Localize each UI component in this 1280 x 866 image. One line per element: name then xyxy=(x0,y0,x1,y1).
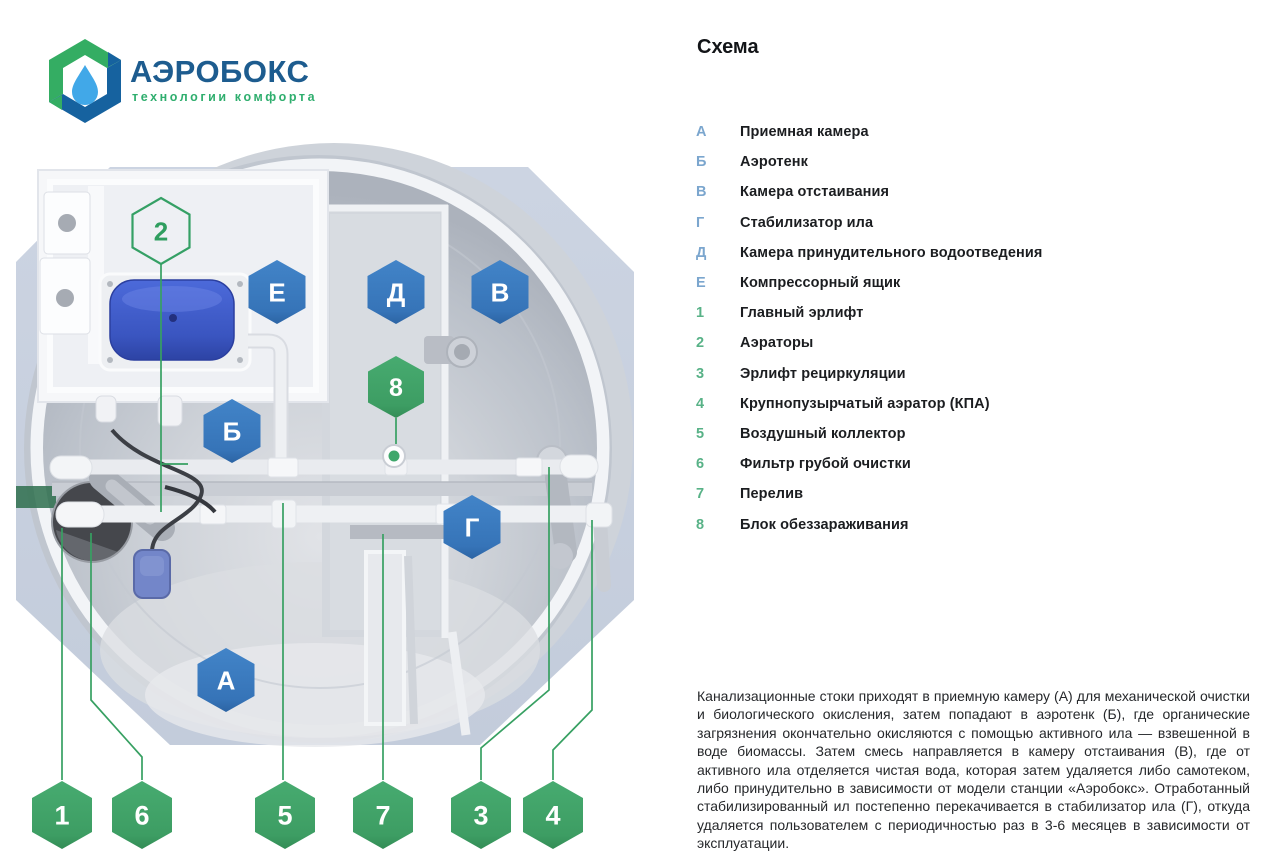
legend-label: Аэраторы xyxy=(740,335,814,352)
legend-marker: Е xyxy=(696,275,706,292)
legend-row xyxy=(696,268,1256,298)
legend-marker: В xyxy=(696,184,707,201)
legend-row xyxy=(696,479,1256,509)
logo-title: АЭРОБОКС xyxy=(130,54,310,89)
legend-label: Эрлифт рециркуляции xyxy=(740,365,906,382)
badge-3 xyxy=(451,781,511,849)
legend-row xyxy=(696,328,1256,358)
legend-row xyxy=(696,509,1256,539)
legend-row xyxy=(696,389,1256,419)
schema-heading: Схема xyxy=(697,36,759,58)
legend-marker: 5 xyxy=(696,425,705,442)
compressor-unit xyxy=(100,274,250,370)
legend-label: Главный эрлифт xyxy=(740,305,864,322)
svg-text:8: 8 xyxy=(389,374,403,402)
legend-label: Аэротенк xyxy=(740,154,808,171)
svg-text:В: В xyxy=(490,277,510,308)
legend-marker: 1 xyxy=(696,305,705,322)
legend-marker: Г xyxy=(696,214,705,231)
legend-label: Воздушный коллектор xyxy=(740,425,906,442)
logo-tagline: технологии комфорта xyxy=(132,90,318,104)
legend-row xyxy=(696,298,1256,328)
legend-row xyxy=(696,147,1256,177)
legend-row xyxy=(696,419,1256,449)
badge-4 xyxy=(523,781,583,849)
svg-text:Д: Д xyxy=(386,277,406,308)
svg-text:Б: Б xyxy=(222,416,242,447)
legend-row xyxy=(696,449,1256,479)
legend-label: Камера отстаивания xyxy=(740,184,890,201)
legend-marker: А xyxy=(696,124,707,141)
legend-label: Перелив xyxy=(740,486,804,503)
legend-label: Приемная камера xyxy=(740,124,869,141)
legend-label: Камера принудительного водоотведения xyxy=(740,244,1043,261)
disinfection-unit xyxy=(383,445,405,467)
badge-7 xyxy=(353,781,413,849)
svg-text:1: 1 xyxy=(54,800,70,831)
legend-row xyxy=(696,208,1256,238)
legend-marker: 8 xyxy=(696,516,705,533)
svg-text:Е: Е xyxy=(268,277,286,308)
legend-row xyxy=(696,238,1256,268)
badge-6 xyxy=(112,781,172,849)
svg-text:3: 3 xyxy=(473,800,489,831)
description-paragraph: Канализационные стоки приходят в приемную камеру (А) для механической очистки и биологического окисления, затем попадают в аэротенк (Б), где органические загрязнения окончательно окисляются с помощью активного ила — взвешенной в воде биомассы. Затем смесь направляется в камеру отстаивания (В), где от активного ила отделяется чистая вода, которая затем удаляется либо самотеком, либо принудительно в зависимости от модели станции «Аэробокс». Отработанный стабилизированный ил постепенно перекачивается в стабилизатор ила (Г), откуда удаляется пользователем с периодичностью раз в 3-6 месяцев в зависимости от эксплуатации. xyxy=(697,688,1250,852)
legend-marker: Б xyxy=(696,154,707,171)
svg-text:7: 7 xyxy=(375,800,391,831)
svg-text:Г: Г xyxy=(464,512,480,543)
legend-row xyxy=(696,177,1256,207)
badge-5 xyxy=(255,781,315,849)
svg-text:6: 6 xyxy=(134,800,150,831)
legend-row xyxy=(696,117,1256,147)
legend-marker: 2 xyxy=(696,335,705,352)
legend-marker: Д xyxy=(696,244,707,261)
svg-text:5: 5 xyxy=(277,800,293,831)
svg-text:2: 2 xyxy=(153,216,169,247)
legend-marker: 4 xyxy=(696,395,705,412)
svg-text:4: 4 xyxy=(545,800,561,831)
legend-marker: 6 xyxy=(696,456,705,473)
legend-label: Компрессорный ящик xyxy=(740,275,901,292)
legend-label: Фильтр грубой очистки xyxy=(740,456,911,473)
legend xyxy=(696,117,1256,540)
legend-row xyxy=(696,359,1256,389)
legend-marker: 7 xyxy=(696,486,705,503)
legend-label: Блок обеззараживания xyxy=(740,516,909,533)
legend-label: Стабилизатор ила xyxy=(740,214,874,231)
legend-marker: 3 xyxy=(696,365,705,382)
badge-1 xyxy=(32,781,92,849)
legend-label: Крупнопузырчатый аэратор (КПА) xyxy=(740,395,990,412)
svg-text:А: А xyxy=(216,665,236,696)
